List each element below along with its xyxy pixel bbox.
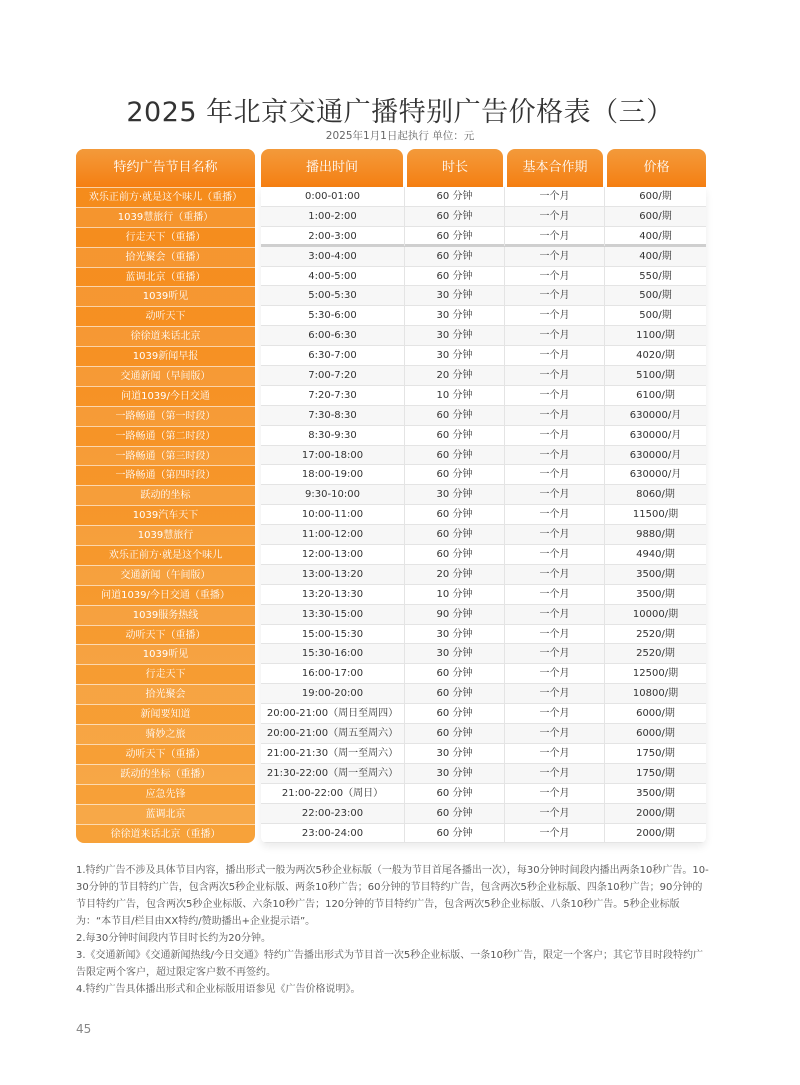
table-row bbox=[261, 187, 706, 207]
table-row bbox=[261, 724, 706, 744]
air-time-cell: 6:30-7:00 bbox=[261, 346, 405, 365]
air-time-cell: 21:30-22:00（周一至周六） bbox=[261, 764, 405, 783]
header-program-name: 特约广告节目名称 bbox=[76, 149, 255, 187]
duration-cell: 60 分钟 bbox=[405, 525, 505, 544]
program-name-cell: 欢乐正前方·就是这个味儿 bbox=[76, 545, 255, 565]
air-time-cell: 19:00-20:00 bbox=[261, 684, 405, 703]
program-name-cell: 1039慧旅行 bbox=[76, 525, 255, 545]
program-name-cell: 拾光聚会（重播） bbox=[76, 247, 255, 267]
price-cell: 400/期 bbox=[639, 230, 672, 242]
price-cell: 10800/期 bbox=[632, 688, 679, 700]
base-period-cell: 一个月 bbox=[505, 346, 605, 365]
program-name-cell: 问道1039/今日交通（重播） bbox=[76, 585, 255, 605]
program-name-cell: 动听天下（重播） bbox=[76, 625, 255, 645]
base-period-cell: 一个月 bbox=[505, 664, 605, 683]
program-name-cell: 行走天下（重播） bbox=[76, 227, 255, 247]
base-period-cell: 一个月 bbox=[505, 545, 605, 564]
program-name-cell: 1039汽车天下 bbox=[76, 505, 255, 525]
base-period-cell: 一个月 bbox=[505, 286, 605, 305]
base-period-cell: 一个月 bbox=[505, 684, 605, 703]
program-name-cell: 跃动的坐标 bbox=[76, 485, 255, 505]
price-cell: 3500/期 bbox=[636, 787, 675, 799]
air-time-cell: 5:30-6:00 bbox=[261, 306, 405, 325]
air-time-cell: 15:00-15:30 bbox=[261, 625, 405, 644]
table-row bbox=[261, 684, 706, 704]
air-time-cell: 13:20-13:30 bbox=[261, 585, 405, 604]
price-cell: 630000/月 bbox=[629, 469, 682, 481]
price-cell: 1750/期 bbox=[636, 747, 675, 759]
base-period-cell: 一个月 bbox=[505, 187, 605, 206]
duration-cell: 60 分钟 bbox=[405, 465, 505, 484]
air-time-cell: 21:00-21:30（周一至周六） bbox=[261, 744, 405, 763]
footnote-1: 1.特约广告不涉及具体节目内容，播出形式一般为两次5秒企业标版（一般为节目首尾各播出一次），每30分钟时间段内播出两条10秒广告。10-30分钟的节目特约广告，包含两次5秒企业标版、两条10秒广告；60分钟的节目特约广告，包含两次5秒企业标版、四条10秒广告；90分钟的节目特约广告，包含两次5秒企业标版、六条10秒广告；120分钟的节目特约广告，包含两次5秒企业标版、八条10秒广告。5秒企业标版为：“本节目/栏目由XX特约/赞助播出+企业提示语”。 bbox=[76, 865, 709, 927]
air-time-cell: 2:00-3:00 bbox=[261, 227, 405, 246]
air-time-cell: 1:00-2:00 bbox=[261, 207, 405, 226]
price-cell: 5100/期 bbox=[636, 370, 675, 382]
base-period-cell: 一个月 bbox=[505, 744, 605, 763]
header-duration: 时长 bbox=[407, 149, 503, 187]
table-row bbox=[261, 625, 706, 645]
table-row bbox=[261, 267, 706, 287]
duration-cell: 20 分钟 bbox=[405, 366, 505, 385]
base-period-cell: 一个月 bbox=[505, 724, 605, 743]
table-row bbox=[261, 545, 706, 565]
duration-cell: 30 分钟 bbox=[405, 306, 505, 325]
price-cell: 6100/期 bbox=[636, 389, 675, 401]
price-cell: 4020/期 bbox=[636, 350, 675, 362]
price-cell: 11500/期 bbox=[632, 509, 679, 521]
base-period-cell: 一个月 bbox=[505, 446, 605, 465]
air-time-cell: 23:00-24:00 bbox=[261, 824, 405, 843]
duration-cell: 60 分钟 bbox=[405, 824, 505, 843]
table-row bbox=[261, 227, 706, 247]
price-cell: 630000/月 bbox=[629, 409, 682, 421]
air-time-cell: 11:00-12:00 bbox=[261, 525, 405, 544]
duration-cell: 60 分钟 bbox=[405, 247, 505, 266]
price-cell: 3500/期 bbox=[636, 588, 675, 600]
air-time-cell: 7:00-7:20 bbox=[261, 366, 405, 385]
price-cell: 1100/期 bbox=[636, 330, 675, 342]
duration-cell: 60 分钟 bbox=[405, 804, 505, 823]
program-name-cell: 1039新闻早报 bbox=[76, 346, 255, 366]
header-base-period: 基本合作期 bbox=[507, 149, 603, 187]
duration-cell: 60 分钟 bbox=[405, 187, 505, 206]
footnote-2: 2.每30分钟时间段内节目时长约为20分钟。 bbox=[76, 933, 271, 944]
page-subtitle: 2025年1月1日起执行 单位：元 bbox=[325, 130, 475, 142]
program-name-cell: 应急先锋 bbox=[76, 784, 255, 804]
air-time-cell: 20:00-21:00（周五至周六） bbox=[261, 724, 405, 743]
base-period-cell: 一个月 bbox=[505, 386, 605, 405]
table-row bbox=[261, 764, 706, 784]
header-air-time: 播出时间 bbox=[261, 149, 403, 187]
base-period-cell: 一个月 bbox=[505, 764, 605, 783]
footnote-4: 4.特约广告具体播出形式和企业标版用语参见《广告价格说明》。 bbox=[76, 984, 361, 995]
table-row bbox=[261, 465, 706, 485]
duration-cell: 60 分钟 bbox=[405, 784, 505, 803]
base-period-cell: 一个月 bbox=[505, 227, 605, 246]
price-cell: 10000/期 bbox=[632, 608, 679, 620]
page-number: 45 bbox=[76, 1022, 92, 1036]
duration-cell: 60 分钟 bbox=[405, 684, 505, 703]
air-time-cell: 8:30-9:30 bbox=[261, 426, 405, 445]
price-cell: 500/期 bbox=[639, 310, 672, 322]
program-name-cell: 蓝调北京 bbox=[76, 804, 255, 824]
base-period-cell: 一个月 bbox=[505, 824, 605, 843]
price-cell: 3500/期 bbox=[636, 568, 675, 580]
table-row bbox=[261, 824, 706, 844]
base-period-cell: 一个月 bbox=[505, 704, 605, 723]
duration-cell: 60 分钟 bbox=[405, 545, 505, 564]
footnote-3: 3.《交通新闻》《交通新闻热线/今日交通》特约广告播出形式为节目首一次5秒企业标版、一条10秒广告，限定一个客户；其它节目时段特约广告限定两个客户，超过限定客户数不再签约。 bbox=[76, 950, 703, 978]
program-name-cell: 问道1039/今日交通 bbox=[76, 386, 255, 406]
duration-cell: 30 分钟 bbox=[405, 326, 505, 345]
table-row bbox=[261, 446, 706, 466]
air-time-cell: 9:30-10:00 bbox=[261, 485, 405, 504]
table-row bbox=[261, 286, 706, 306]
base-period-cell: 一个月 bbox=[505, 485, 605, 504]
program-name-cell: 新闻要知道 bbox=[76, 704, 255, 724]
price-cell: 8060/期 bbox=[636, 489, 675, 501]
table-row bbox=[261, 386, 706, 406]
base-period-cell: 一个月 bbox=[505, 247, 605, 266]
air-time-cell: 3:00-4:00 bbox=[261, 247, 405, 266]
price-cell: 630000/月 bbox=[629, 449, 682, 461]
base-period-cell: 一个月 bbox=[505, 366, 605, 385]
price-cell: 550/期 bbox=[639, 270, 672, 282]
program-name-cell: 一路畅通（第二时段） bbox=[76, 426, 255, 446]
base-period-cell: 一个月 bbox=[505, 326, 605, 345]
air-time-cell: 21:00-22:00（周日） bbox=[261, 784, 405, 803]
program-name-cell: 蓝调北京（重播） bbox=[76, 267, 255, 287]
duration-cell: 30 分钟 bbox=[405, 644, 505, 663]
duration-cell: 60 分钟 bbox=[405, 406, 505, 425]
base-period-cell: 一个月 bbox=[505, 505, 605, 524]
duration-cell: 30 分钟 bbox=[405, 764, 505, 783]
duration-cell: 30 分钟 bbox=[405, 286, 505, 305]
table-row bbox=[261, 804, 706, 824]
air-time-cell: 10:00-11:00 bbox=[261, 505, 405, 524]
price-cell: 600/期 bbox=[639, 191, 672, 202]
program-name-cell: 拾光聚会 bbox=[76, 684, 255, 704]
base-period-cell: 一个月 bbox=[505, 207, 605, 226]
table-row bbox=[261, 605, 706, 625]
program-name-cell: 交通新闻（早间版） bbox=[76, 366, 255, 386]
base-period-cell: 一个月 bbox=[505, 784, 605, 803]
table-row bbox=[261, 247, 706, 267]
price-cell: 2000/期 bbox=[636, 807, 675, 819]
program-name-cell: 行走天下 bbox=[76, 664, 255, 684]
program-name-cell: 交通新闻（午间版） bbox=[76, 565, 255, 585]
base-period-cell: 一个月 bbox=[505, 625, 605, 644]
price-cell: 1750/期 bbox=[636, 767, 675, 779]
base-period-cell: 一个月 bbox=[505, 585, 605, 604]
air-time-cell: 15:30-16:00 bbox=[261, 644, 405, 663]
program-name-cell: 一路畅通（第四时段） bbox=[76, 465, 255, 485]
air-time-cell: 4:00-5:00 bbox=[261, 267, 405, 286]
price-cell: 2520/期 bbox=[636, 628, 675, 640]
price-cell: 9880/期 bbox=[636, 529, 675, 541]
table-row bbox=[261, 207, 706, 227]
program-name-cell: 一路畅通（第三时段） bbox=[76, 446, 255, 466]
duration-cell: 60 分钟 bbox=[405, 446, 505, 465]
program-name-cell: 徐徐道来话北京（重播） bbox=[76, 824, 255, 844]
program-name-cell: 1039慧旅行（重播） bbox=[76, 207, 255, 227]
base-period-cell: 一个月 bbox=[505, 605, 605, 624]
duration-cell: 60 分钟 bbox=[405, 227, 505, 246]
table-row bbox=[261, 326, 706, 346]
base-period-cell: 一个月 bbox=[505, 465, 605, 484]
table-row bbox=[261, 644, 706, 664]
table-row bbox=[261, 505, 706, 525]
duration-cell: 60 分钟 bbox=[405, 426, 505, 445]
price-cell: 2520/期 bbox=[636, 648, 675, 660]
duration-cell: 60 分钟 bbox=[405, 267, 505, 286]
price-cell: 400/期 bbox=[639, 250, 672, 262]
program-name-cell: 动听天下 bbox=[76, 306, 255, 326]
base-period-cell: 一个月 bbox=[505, 565, 605, 584]
base-period-cell: 一个月 bbox=[505, 426, 605, 445]
base-period-cell: 一个月 bbox=[505, 267, 605, 286]
air-time-cell: 17:00-18:00 bbox=[261, 446, 405, 465]
air-time-cell: 7:30-8:30 bbox=[261, 406, 405, 425]
table-row bbox=[261, 784, 706, 804]
duration-cell: 30 分钟 bbox=[405, 346, 505, 365]
base-period-cell: 一个月 bbox=[505, 525, 605, 544]
program-name-cell: 1039听见 bbox=[76, 644, 255, 664]
program-name-cell: 跃动的坐标（重播） bbox=[76, 764, 255, 784]
table-row bbox=[261, 585, 706, 605]
program-name-cell: 徐徐道来话北京 bbox=[76, 326, 255, 346]
duration-cell: 10 分钟 bbox=[405, 585, 505, 604]
duration-cell: 90 分钟 bbox=[405, 605, 505, 624]
program-name-cell: 一路畅通（第一时段） bbox=[76, 406, 255, 426]
air-time-cell: 13:30-15:00 bbox=[261, 605, 405, 624]
program-name-cell: 1039服务热线 bbox=[76, 605, 255, 625]
air-time-cell: 7:20-7:30 bbox=[261, 386, 405, 405]
price-cell: 6000/期 bbox=[636, 708, 675, 720]
base-period-cell: 一个月 bbox=[505, 644, 605, 663]
table-row bbox=[261, 565, 706, 585]
table-row bbox=[261, 485, 706, 505]
air-time-cell: 22:00-23:00 bbox=[261, 804, 405, 823]
price-cell: 4940/期 bbox=[636, 549, 675, 561]
air-time-cell: 18:00-19:00 bbox=[261, 465, 405, 484]
duration-cell: 30 分钟 bbox=[405, 625, 505, 644]
air-time-cell: 0:00-01:00 bbox=[261, 187, 405, 206]
duration-cell: 60 分钟 bbox=[405, 664, 505, 683]
table-row bbox=[261, 346, 706, 366]
price-cell: 2000/期 bbox=[636, 827, 675, 839]
duration-cell: 60 分钟 bbox=[405, 505, 505, 524]
duration-cell: 60 分钟 bbox=[405, 724, 505, 743]
footnotes bbox=[76, 862, 710, 998]
header-price: 价格 bbox=[607, 149, 706, 187]
table-row bbox=[261, 525, 706, 545]
price-cell: 630000/月 bbox=[629, 429, 682, 441]
table-body bbox=[261, 187, 706, 843]
duration-cell: 30 分钟 bbox=[405, 485, 505, 504]
air-time-cell: 13:00-13:20 bbox=[261, 565, 405, 584]
table-row bbox=[261, 366, 706, 386]
table-row bbox=[261, 426, 706, 446]
base-period-cell: 一个月 bbox=[505, 804, 605, 823]
price-cell: 6000/期 bbox=[636, 728, 675, 740]
base-period-cell: 一个月 bbox=[505, 406, 605, 425]
duration-cell: 60 分钟 bbox=[405, 207, 505, 226]
program-name-cell: 1039听见 bbox=[76, 286, 255, 306]
duration-cell: 60 分钟 bbox=[405, 704, 505, 723]
table-row bbox=[261, 306, 706, 326]
price-cell: 12500/期 bbox=[632, 668, 679, 680]
program-name-cell: 欢乐正前方·就是这个味儿（重播） bbox=[76, 187, 255, 207]
program-name-cell: 骑妙之旅 bbox=[76, 724, 255, 744]
table-row bbox=[261, 406, 706, 426]
duration-cell: 30 分钟 bbox=[405, 744, 505, 763]
table-row bbox=[261, 744, 706, 764]
duration-cell: 10 分钟 bbox=[405, 386, 505, 405]
program-name-column bbox=[76, 149, 255, 843]
page-title: 2025 年北京交通广播特别广告价格表（三） bbox=[126, 97, 674, 128]
table-row bbox=[261, 664, 706, 684]
duration-cell: 20 分钟 bbox=[405, 565, 505, 584]
table-row bbox=[261, 704, 706, 724]
air-time-cell: 6:00-6:30 bbox=[261, 326, 405, 345]
base-period-cell: 一个月 bbox=[505, 306, 605, 325]
price-cell: 500/期 bbox=[639, 290, 672, 302]
program-name-cell: 动听天下（重播） bbox=[76, 744, 255, 764]
air-time-cell: 12:00-13:00 bbox=[261, 545, 405, 564]
price-cell: 600/期 bbox=[639, 210, 672, 222]
air-time-cell: 20:00-21:00（周日至周四） bbox=[261, 704, 405, 723]
air-time-cell: 16:00-17:00 bbox=[261, 664, 405, 683]
air-time-cell: 5:00-5:30 bbox=[261, 286, 405, 305]
